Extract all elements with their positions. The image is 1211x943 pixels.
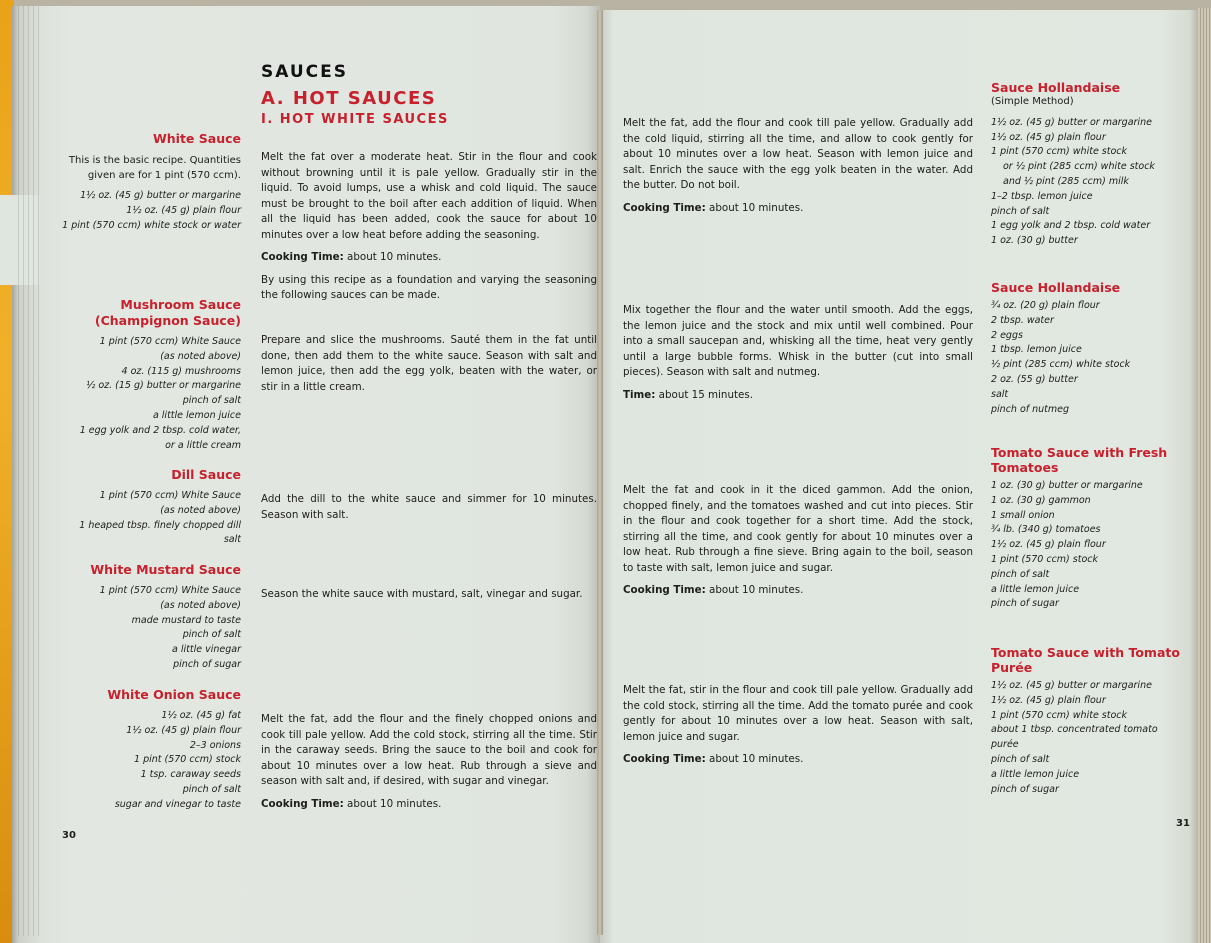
ingredient: pinch of sugar [173,658,241,670]
method-text: Mix together the flour and the water until smooth. Add the eggs, the lemon juice and the stock and mix until well combined. Pour into a small saucepan and, whisking all the time, heat very gently until a large bubble forms. Whisk in the butter (cut into small pieces). Season with salt and nutmeg. [623,304,973,378]
ingredient: 1 heaped tbsp. finely chopped dill [79,519,241,531]
ingredient: pinch of sugar [991,598,1059,610]
time-label: Cooking Time: [623,201,706,214]
ingredient: pinch of salt [182,629,241,641]
recipe-ingredients-hollandaise-simple [991,80,1191,249]
ingredient: a little lemon juice [991,583,1080,595]
recipe-method-hollandaise-simple [623,116,973,223]
cooking-time [623,752,973,768]
ingredient: 1 tbsp. lemon juice [991,344,1082,356]
ingredient: pinch of salt [182,783,241,795]
page-stack-edge-right [1198,8,1211,943]
method-text: Melt the fat and cook in it the diced gammon. Add the onion, chopped finely, and the tomatoes washed and cut into pieces. Stir in the flour and cook together for a short time. Add the stock, stirring all the time, and cook gently for about 10 minutes over a low heat. Rub through a fine sieve. Bring again to the boil, season to taste with salt, lemon juice and sugar. [623,484,973,574]
ingredient: 1½ oz. (45 g) butter or margarine [80,190,241,201]
ingredient-list [991,116,1191,249]
time-label: Cooking Time: [623,753,706,765]
recipe-title: White Mustard Sauce [90,562,241,577]
ingredient: a little lemon juice [991,768,1080,780]
ingredient: 1 pint (570 ccm) White Sauce [99,585,241,596]
ingredient: 1 pint (570 ccm) White Sauce [99,336,241,347]
subsection-title: I. HOT WHITE SAUCES [261,112,449,127]
recipe-ingredients-tomato-puree [991,645,1191,797]
recipe-ingredients-white-onion-sauce [41,687,241,813]
ingredient: and ½ pint (285 ccm) milk [1003,175,1129,187]
page-number-left: 30 [62,830,76,841]
ingredient: (as noted above) [160,504,241,516]
method-text: Melt the fat, add the flour and cook till pale yellow. Gradually add the cold liquid, stirring all the time, and allow to cook gently for about 10 minutes over a low heat. Season with lemon juice and salt. Enrich the sauce with the egg yolk beaten in the water. Add the butter. Do not boil. [623,117,973,191]
time-label: Cooking Time: [261,251,344,263]
ingredient: 1½ oz. (45 g) plain flour [991,694,1106,706]
ingredient: 2 eggs [991,329,1023,341]
ingredient: 1 pint (570 ccm) white stock or water [62,219,241,231]
ingredient-list [991,679,1191,797]
ingredient: 1 oz. (30 g) gammon [991,494,1091,506]
ingredient: 1 small onion [991,509,1055,521]
recipe-title: White Onion Sauce [107,687,241,702]
ingredient: 1 pint (570 ccm) stock [134,754,241,766]
time-label: Cooking Time: [261,797,344,810]
ingredient: 2–3 onions [189,739,241,751]
ingredient: 1 egg yolk and 2 tbsp. cold water [991,220,1151,232]
page-number-right: 31 [1176,818,1190,829]
recipe-method-white-onion-sauce [261,712,597,819]
intro-line: given are for 1 pint (570 ccm). [87,170,241,181]
recipe-ingredients-hollandaise [991,280,1191,417]
ingredient: pinch of nutmeg [991,403,1070,415]
time-value: about 10 minutes. [709,201,804,214]
section-title: A. HOT SAUCES [261,88,437,109]
page-stack-edge [18,6,40,936]
time-value: about 10 minutes. [347,251,442,263]
ingredient: ½ pint (285 ccm) white stock [991,359,1131,371]
recipe-method-white-mustard-sauce [261,587,597,610]
recipe-ingredients-white-mustard-sauce [41,562,241,673]
ingredient: 1 pint (570 ccm) stock [991,553,1098,565]
recipe-title: Tomato Sauce with Fresh Tomatoes [991,445,1168,475]
time-label: Time: [623,388,656,401]
recipe-title: Tomato Sauce with Tomato Purée [991,645,1180,675]
ingredient: ¾ oz. (20 g) plain flour [991,300,1100,311]
ingredient: pinch of salt [991,205,1050,217]
ingredient: pinch of salt [182,395,241,407]
ingredient-list [991,479,1191,612]
ingredient: (as noted above) [160,350,241,362]
recipe-method-hollandaise [623,303,973,410]
ingredient: pinch of salt [991,753,1050,765]
cooking-time [261,250,597,266]
ingredient: or a little cream [165,439,241,451]
ingredient: salt [223,534,241,546]
ingredient: 1 oz. (30 g) butter or margarine [991,480,1143,491]
ingredient: 1½ oz. (45 g) plain flour [126,724,241,736]
ingredient: 1½ oz. (45 g) fat [161,710,241,721]
recipe-title: White Sauce [152,131,241,146]
time-value: about 10 minutes. [709,753,804,765]
recipe-title-line2: (Champignon Sauce) [94,313,241,328]
ingredient: pinch of sugar [991,783,1059,795]
ingredient: 1 oz. (30 g) butter [991,235,1078,247]
recipe-ingredients-dill-sauce [41,467,241,548]
method-text: Melt the fat, add the flour and the finely chopped onions and cook till pale yellow. Add the cold stock, stirring all the time. Stir in the caraway seeds. Bring the sauce to the boil and cook for about 10 minutes over a low heat. Rub through a sieve and season with salt and, if desired, with sugar and vinegar. [261,713,597,787]
ingredient: or ½ pint (285 ccm) white stock [1003,161,1155,173]
ingredient: 1–2 tbsp. lemon juice [991,190,1093,202]
recipe-ingredients-tomato-fresh [991,445,1191,612]
recipe-intro [41,153,241,183]
ingredient: 1 pint (570 ccm) white stock [991,146,1128,158]
recipe-title: Mushroom Sauce [120,297,241,312]
method-text: Add the dill to the white sauce and simmer for 10 minutes. Season with salt. [261,493,597,521]
cooking-time [623,583,973,599]
recipe-method-tomato-puree [623,683,973,775]
ingredient: pinch of salt [991,568,1050,580]
recipe-note: By using this recipe as a foundation and varying the seasoning the following sauces can be made. [261,273,597,301]
ingredient: sugar and vinegar to taste [114,798,241,810]
recipe-ingredients-mushroom-sauce [41,297,241,453]
method-text: Season the white sauce with mustard, salt, vinegar and sugar. [261,588,583,600]
cooking-time [261,797,597,813]
ingredient: 1 egg yolk and 2 tbsp. cold water, [79,424,241,436]
intro-line: This is the basic recipe. Quantities [68,155,241,166]
cooking-time [623,388,973,404]
ingredient-list [991,299,1191,417]
time-label: Cooking Time: [623,584,706,596]
ingredient: 2 tbsp. water [991,314,1054,326]
ingredient: a little lemon juice [152,409,241,421]
time-value: about 10 minutes. [709,584,804,596]
recipe-title: Sauce Hollandaise [991,80,1121,95]
ingredient: 1 pint (570 ccm) White Sauce [99,490,241,501]
cooking-time [623,201,973,217]
ingredient: 1 pint (570 ccm) white stock [991,709,1128,721]
ingredient: (as noted above) [160,599,241,611]
ingredient: a little vinegar [172,644,241,656]
recipe-title: Dill Sauce [171,467,241,482]
recipe-method-tomato-fresh [623,483,973,606]
ingredient: 1½ oz. (45 g) butter or margarine [991,680,1152,691]
ingredient: made mustard to taste [131,614,241,626]
time-value: about 15 minutes. [658,388,753,401]
ingredient: purée [991,739,1019,751]
ingredient: 1½ oz. (45 g) plain flour [991,539,1106,551]
ingredient: 1½ oz. (45 g) plain flour [126,204,241,216]
book-gutter [597,10,603,935]
method-text: Melt the fat, stir in the flour and cook till pale yellow. Gradually add the cold stock, stirring all the time. Add the tomato purée and cook gently for about 10 minutes over a low heat. Season with salt, lemon juice and sugar. [623,684,973,743]
chapter-title: SAUCES [261,62,349,82]
recipe-method-dill-sauce [261,492,597,530]
recipe-method-white-sauce [261,150,597,311]
recipe-method-mushroom-sauce [261,333,597,402]
ingredient: 1½ oz. (45 g) plain flour [991,131,1106,143]
recipe-title: Sauce Hollandaise [991,280,1121,295]
ingredient: salt [991,388,1009,400]
recipe-ingredients-white-sauce [41,131,241,233]
ingredient: 2 oz. (55 g) butter [991,373,1078,385]
ingredient: ¾ lb. (340 g) tomatoes [991,524,1101,536]
ingredient: 1½ oz. (45 g) butter or margarine [991,116,1152,128]
ingredient: about 1 tbsp. concentrated tomato [991,724,1158,736]
method-text: Melt the fat over a moderate heat. Stir in the flour and cook without browning until it is pale yellow. Gradually stir in the liquid. To avoid lumps, use a whisk and cold liquid. The sauce must be brought to the boil after each addition of liquid. When all the liquid has been added, cook the sauce for about 10 minutes over a low heat before adding the seasoning. [261,151,597,241]
method-text: Prepare and slice the mushrooms. Sauté them in the fat until done, then add them to the white sauce. Season with salt and lemon juice, then add the egg yolk, beaten with the water, or stir in a little cream. [261,334,597,393]
ingredient: ½ oz. (15 g) butter or margarine [86,380,241,392]
ingredient: 1 tsp. caraway seeds [140,769,241,781]
recipe-subtitle: (Simple Method) [991,96,1074,107]
ingredient: 4 oz. (115 g) mushrooms [121,365,241,377]
time-value: about 10 minutes. [347,797,442,810]
